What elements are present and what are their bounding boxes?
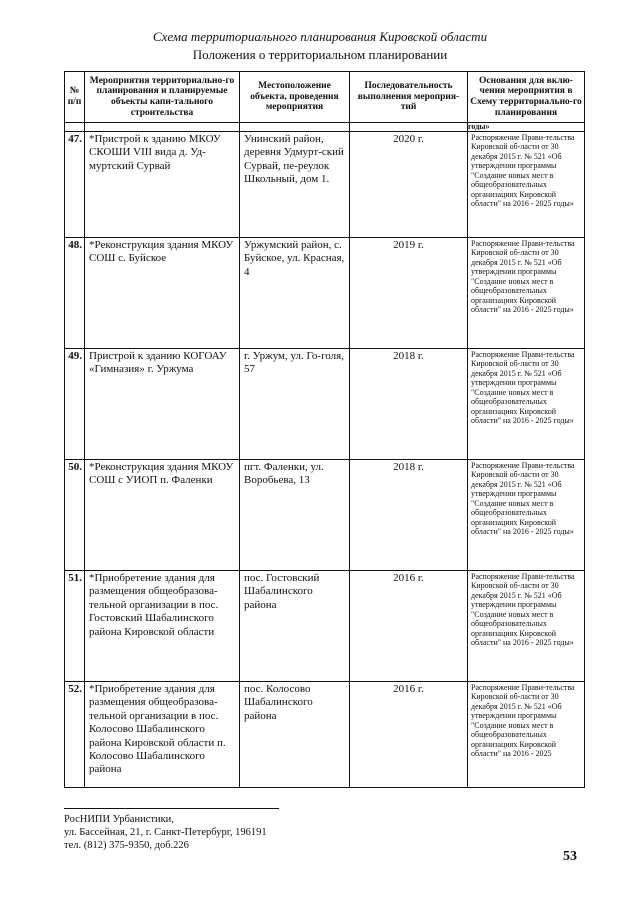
column-header-basis: Основания для вклю-чения мероприятия в Схему территориально-го планирования — [468, 72, 585, 123]
row-number: 47. — [65, 132, 85, 238]
row-sequence: 2019 г. — [350, 238, 468, 349]
row-sequence: 2016 г. — [350, 571, 468, 682]
row-location: Унинский район, деревня Удмурт-ский Сурвай, пе-реулок Школьный, дом 1. — [240, 132, 350, 238]
row-basis: Распоряжение Прави-тельства Кировской об-ласти от 30 декабря 2015 г. № 521 «Об утверждении программы "Создание новых мест в общеобразовательных организациях Кировской области" на 2016 - 2025 годы» — [468, 132, 585, 238]
planning-table — [64, 71, 585, 788]
footer-divider — [64, 808, 279, 809]
row-sequence: 2020 г. — [350, 132, 468, 238]
row-basis: Распоряжение Прави-тельства Кировской об-ласти от 30 декабря 2015 г. № 521 «Об утверждении программы "Создание новых мест в общеобразовательных организациях Кировской области" на 2016 - 2025 годы» — [468, 460, 585, 571]
row-sequence: 2016 г. — [350, 682, 468, 788]
footer-organization: РосНИПИ Урбанистики, — [64, 814, 174, 825]
column-header-activity: Мероприятия территориально-го планирования и планируемые объекты капи-тального строительства — [85, 72, 240, 123]
document-title: Схема территориального планирования Кировской области — [152, 29, 488, 44]
row-basis: Распоряжение Прави-тельства Кировской об-ласти от 30 декабря 2015 г. № 521 «Об утверждении программы "Создание новых мест в общеобразовательных организациях Кировской области" на 2016 - 2025 годы» — [468, 571, 585, 682]
row-basis: Распоряжение Прави-тельства Кировской об-ласти от 30 декабря 2015 г. № 521 «Об утверждении программы "Создание новых мест в общеобразовательных организациях Кировской области" на 2016 - 2025 годы» — [468, 349, 585, 460]
carry-over-row — [65, 123, 585, 132]
footer-street: ул. Бассейная, 21, г. Санкт-Петербург, 196191 — [64, 827, 267, 839]
row-location: пос. Колосово Шабалинского района — [240, 682, 350, 788]
table-row — [65, 460, 585, 571]
table-row — [65, 238, 585, 349]
column-header-number: № п/п — [65, 72, 85, 123]
row-activity: *Приобретение здания для размещения общеобразова-тельной организации в пос. Гостовский Шабалинского района Кировской области — [85, 571, 240, 682]
table-row — [65, 349, 585, 460]
row-location: пос. Гостовский Шабалинского района — [240, 571, 350, 682]
row-activity: *Пристрой к зданию МКОУ СКОШИ VIII вида д. Уд-муртский Сурвай — [85, 132, 240, 238]
row-number: 48. — [65, 238, 85, 349]
row-sequence: 2018 г. — [350, 349, 468, 460]
footer-phone: тел. (812) 375-9350, доб.226 — [64, 840, 189, 852]
row-number: 49. — [65, 349, 85, 460]
table-row — [65, 571, 585, 682]
carry-over-text: годы» — [468, 123, 585, 132]
page-number: 53 — [563, 849, 577, 864]
table-row — [65, 682, 585, 788]
row-location: Уржумский район, с. Буйское, ул. Красная, 4 — [240, 238, 350, 349]
row-location: пгт. Фаленки, ул. Воробьева, 13 — [240, 460, 350, 571]
row-activity: *Реконструкция здания МКОУ СОШ с УИОП п. Фаленки — [85, 460, 240, 571]
row-activity: Пристрой к зданию КОГОАУ «Гимназия» г. Уржума — [85, 349, 240, 460]
row-activity: *Реконструкция здания МКОУ СОШ с. Буйское — [85, 238, 240, 349]
table-row — [65, 132, 585, 238]
table-header-row — [65, 72, 585, 123]
row-number: 52. — [65, 682, 85, 788]
row-activity: *Приобретение здания для размещения общеобразова-тельной организации в пос. Колосово Шабалинского района Кировской области п. Колосово Шабалинского района — [85, 682, 240, 788]
row-basis: Распоряжение Прави-тельства Кировской об-ласти от 30 декабря 2015 г. № 521 «Об утверждении программы "Создание новых мест в общеобразовательных организациях Кировской области" на 2016 - 2025 — [468, 682, 585, 788]
row-number: 50. — [65, 460, 85, 571]
column-header-location: Местоположение объекта, проведения мероприятия — [240, 72, 350, 123]
footer-address — [64, 813, 267, 852]
document-subtitle: Положения о территориальном планировании — [192, 47, 448, 62]
row-sequence: 2018 г. — [350, 460, 468, 571]
column-header-sequence: Последовательность выполнения мероприя-тий — [350, 72, 468, 123]
row-basis: Распоряжение Прави-тельства Кировской об-ласти от 30 декабря 2015 г. № 521 «Об утверждении программы "Создание новых мест в общеобразовательных организациях Кировской области" на 2016 - 2025 годы» — [468, 238, 585, 349]
row-location: г. Уржум, ул. Го-голя, 57 — [240, 349, 350, 460]
row-number: 51. — [65, 571, 85, 682]
